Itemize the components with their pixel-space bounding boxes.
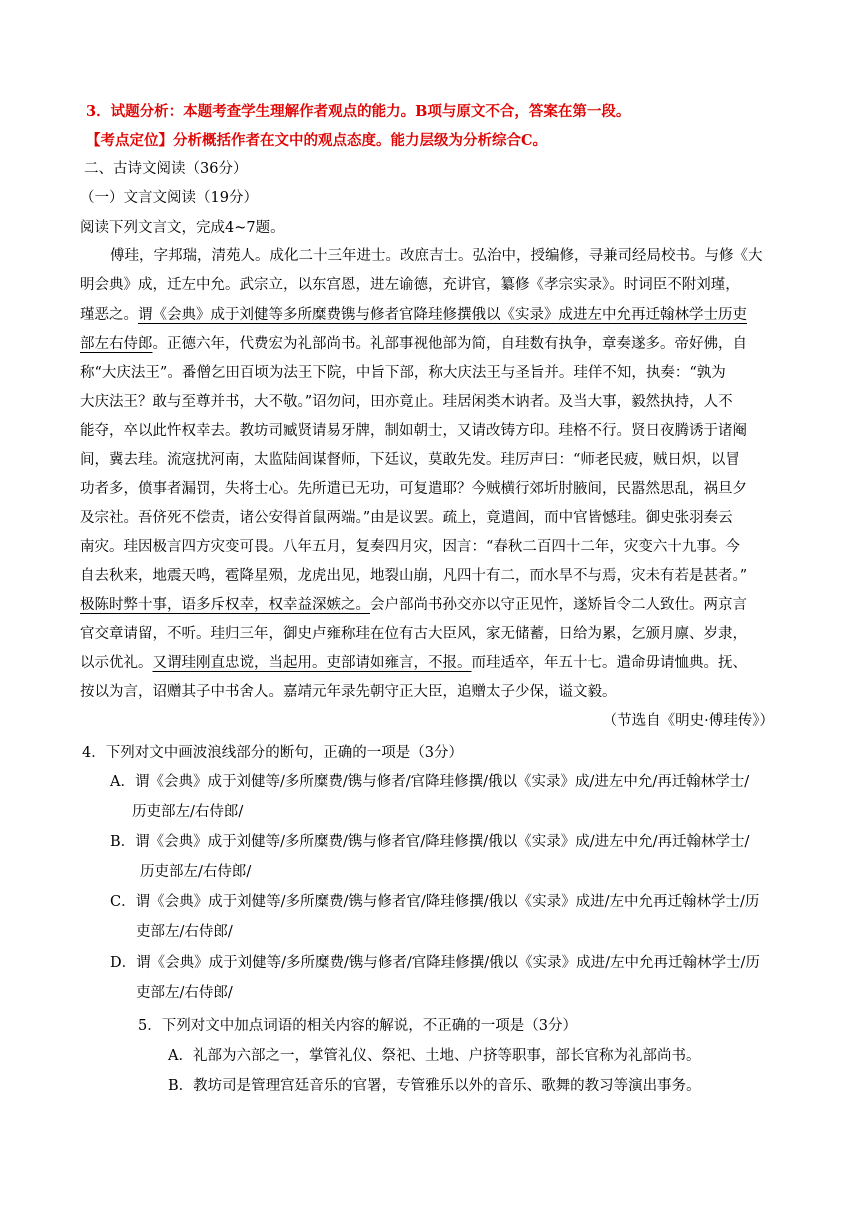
passage-line [80,305,747,325]
passage-line: 称“大庆法王”。番僧乞田百顷为法王下院，中旨下部，称大庆法王与圣旨并。珪佯不知，执奏：“孰为 [80,365,726,381]
passage-line: 间，冀去珪。流寇扰河南，太监陆闾谋督师，下廷议，莫敢先发。珪厉声曰：“师老民疲，贼日炽，以冒 [80,452,740,468]
q4-option-a: A．谓《会典》成于刘健等/多所糜费/镌与修者/官降珪修撰/俄以《实录》成/进左中允/再迁翰林学士/ [110,774,750,790]
passage-line: 按以为言，诏赠其子中书舍人。嘉靖元年录先朝守正大臣，追赠太子少保，谥文毅。 [80,684,617,700]
section-title: 二、古诗文阅读（36分） [84,161,248,177]
q4-option-b: B．谓《会典》成于刘健等/多所糜费/镌与修者官/降珪修撰/俄以《实录》成/进左中允/再迁翰林学士/ [110,834,750,850]
section-subtitle: （一）文言文阅读（19分） [80,190,258,206]
underlined-text: 极陈时弊十事，语多斥权幸，权幸益深嫉之。 [80,597,370,613]
passage-line: 官交章请留，不听。珪归三年，御史卢雍称珪在位有古大臣风，家无储蓄，日给为累，乞颁月廪、岁隶， [80,626,747,642]
q5-option-b: B．教坊司是管理宫廷音乐的官署，专管雅乐以外的音乐、歌舞的教习等演出事务。 [168,1078,701,1094]
q4-option-d: D．谓《会典》成于刘健等/多所糜费/镌与修者/官降珪修撰/俄以《实录》成进/左中允再迁翰林学士/历 [110,955,760,971]
passage-line: 大庆法王？敢与至尊并书，大不敬。”诏勿问，田亦竟止。珪居闲类木讷者。及当大事，毅然执持，人不 [80,394,733,410]
passage-text: 以示优礼。 [80,655,153,671]
passage-line [80,334,747,354]
q4-option-c: C．谓《会典》成于刘健等/多所糜费/镌与修者官/降珪修撰/俄以《实录》成进/左中允再迁翰林学士/历 [110,894,760,910]
passage-line: 功者多，偾事者漏罚，失将士心。先所遣已无功，可复遣耶？今贼横行郊圻肘腋间，民嚣然思乱，祸旦夕 [80,481,747,497]
passage-line: 自去秋来，地震天鸣，雹降星殒，龙虎出见，地裂山崩，凡四十有二，而水旱不与焉，灾未有若是甚者。” [80,568,748,584]
q4-option-b-cont: 历吏部左/右侍郎/ [140,864,252,880]
passage-line: 能夺，卒以此忤权幸去。教坊司臧贤请易牙牌，制如朝士，又请改铸方印。珪格不行。贤日夜腾诱于诸阉 [80,423,747,439]
passage-line: 南灾。珪因极言四方灾变可畏。八年五月，复奏四月灾，因言：“春秋二百四十二年，灾变六十九事。今 [80,539,740,555]
q4-option-a-cont: 历吏部左/右侍郎/ [132,804,244,820]
passage-line [80,595,747,615]
passage-line: 及宗社。吾侪死不偿责，诸公安得首鼠两端。”由是议罢。疏上，竟遣闾，而中官皆憾珪。御史张羽奏云 [80,510,733,526]
passage-source: （节选自《明史·傅珪传》） [602,713,774,729]
question-4-stem: 4．下列对文中画波浪线部分的断句，正确的一项是（3分） [82,745,463,761]
passage-line: 傅珪，字邦瑞，清苑人。成化二十三年进士。改庶吉士。弘治中，授编修，寻兼司经局校书。与修《大 [110,248,763,264]
passage-line: 明会典》成，迁左中允。武宗立，以东宫恩，进左谕德，充讲官，纂修《孝宗实录》。时词臣不附刘瑾， [80,277,740,293]
passage-text: 而珪适卒，年五十七。遣命毋请恤典。抚、 [471,655,747,671]
wavy-underlined-text: 谓《会典》成于刘健等多所糜费镌与修者官降珪修撰俄以《实录》成进左中允再迁翰林学士历吏 [138,307,747,323]
wavy-underlined-text: 部左右侍郎 [80,336,153,352]
q4-option-c-cont: 吏部左/右侍郎/ [136,924,233,940]
q5-option-a: A．礼部为六部之一，掌管礼仪、祭祀、土地、户挤等职事，部长官称为礼部尚书。 [168,1048,701,1064]
underlined-text: 又谓珪刚直忠谠，当起用。吏部请如雍言，不报。 [152,655,472,671]
passage-text: 瑾恶之。 [80,307,138,323]
q4-option-d-cont: 吏部左/右侍郎/ [136,985,233,1001]
analysis-line-2 [86,131,547,151]
instruction: 阅读下列文言文，完成4~7题。 [80,220,285,236]
exam-point-text: 分析概括作者在文中的观点态度。能力层级为分析综合C。 [173,132,548,149]
passage-text: 会户部尚书孙交亦以守正见忤，遂矫旨令二人致仕。两京言 [370,597,747,613]
passage-line [80,653,747,673]
analysis-line-1: 3．试题分析：本题考查学生理解作者观点的能力。B项与原文不合，答案在第一段。 [86,103,631,120]
question-5-stem: 5．下列对文中加点词语的相关内容的解说，不正确的一项是（3分） [138,1018,577,1034]
passage-text: 。正德六年，代费宏为礼部尚书。礼部事视他部为简，自珪数有执争，章奏遂多。帝好佛，自 [152,336,747,352]
exam-point-tag: 【考点定位】 [86,132,173,149]
